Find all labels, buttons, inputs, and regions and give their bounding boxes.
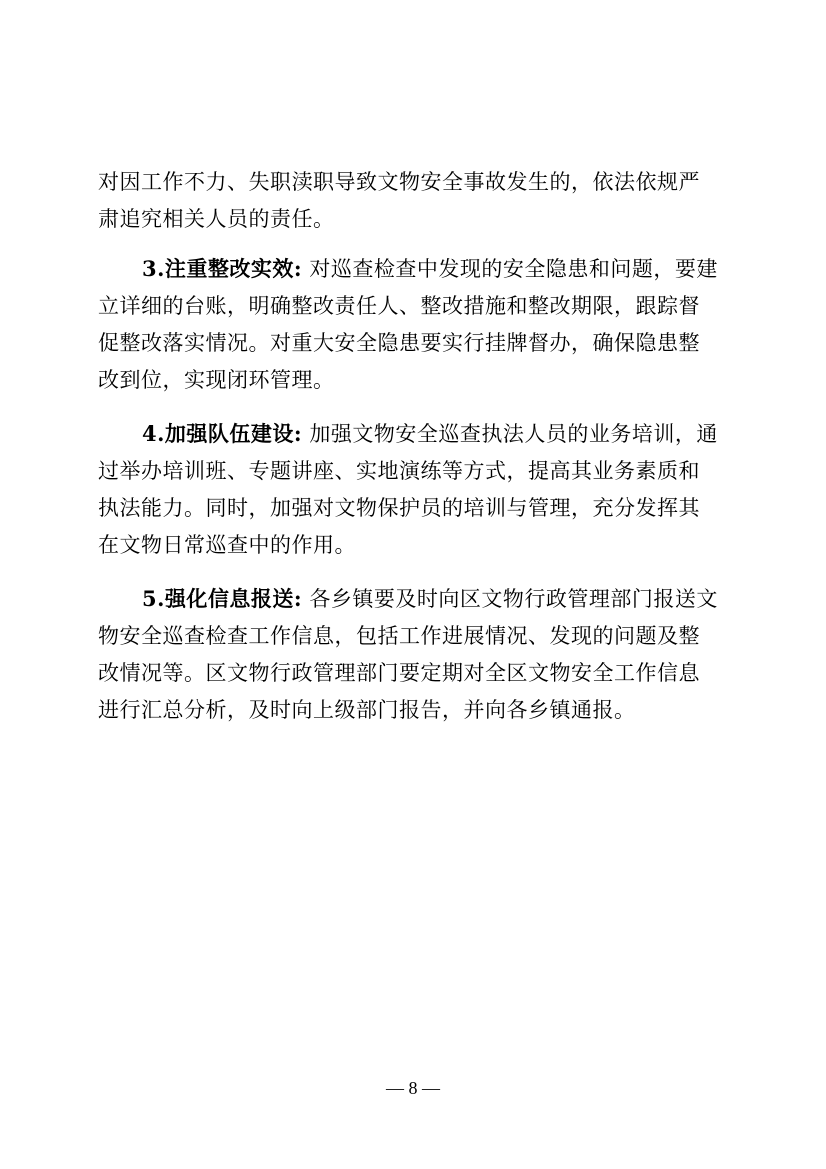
paragraph-3-line-1 [142, 416, 718, 452]
paragraph-4-line-3: 改情况等。区文物行政管理部门要定期对全区文物安全工作信息 [98, 661, 700, 685]
paragraph-1-line-1: 对因工作不力、失职渎职导致文物安全事故发生的，依法依规严 [98, 170, 700, 194]
paragraph-4-line-1 [142, 581, 718, 617]
paragraph-4-heading: 5.强化信息报送: [142, 586, 303, 611]
paragraph-4-line-4: 进行汇总分析，及时向上级部门报告，并向各乡镇通报。 [98, 698, 636, 722]
paragraph-1-line-2: 肃追究相关人员的责任。 [98, 207, 335, 231]
paragraph-4-line-1-text: 各乡镇要及时向区文物行政管理部门报送文 [309, 587, 718, 611]
paragraph-3-line-2: 过举办培训班、专题讲座、实地演练等方式，提高其业务素质和 [98, 459, 700, 483]
paragraph-2-line-1 [142, 251, 718, 287]
paragraph-3-line-4: 在文物日常巡查中的作用。 [98, 533, 356, 557]
paragraph-3-line-3: 执法能力。同时，加强对文物保护员的培训与管理，充分发挥其 [98, 496, 700, 520]
page-number: — 8 — [386, 1078, 440, 1098]
paragraph-2-line-4: 改到位，实现闭环管理。 [98, 368, 335, 392]
paragraph-3-heading: 4.加强队伍建设: [142, 421, 303, 446]
paragraph-2-line-3: 促整改落实情况。对重大安全隐患要实行挂牌督办，确保隐患整 [98, 331, 700, 355]
paragraph-2-heading: 3.注重整改实效: [142, 256, 303, 281]
paragraph-2-line-1-text: 对巡查检查中发现的安全隐患和问题，要建 [309, 257, 718, 281]
paragraph-2-line-2: 立详细的台账，明确整改责任人、整改措施和整改期限，跟踪督 [98, 294, 700, 318]
paragraph-4-line-2: 物安全巡查检查工作信息，包括工作进展情况、发现的问题及整 [98, 624, 700, 648]
paragraph-3-line-1-text: 加强文物安全巡查执法人员的业务培训，通 [309, 422, 718, 446]
